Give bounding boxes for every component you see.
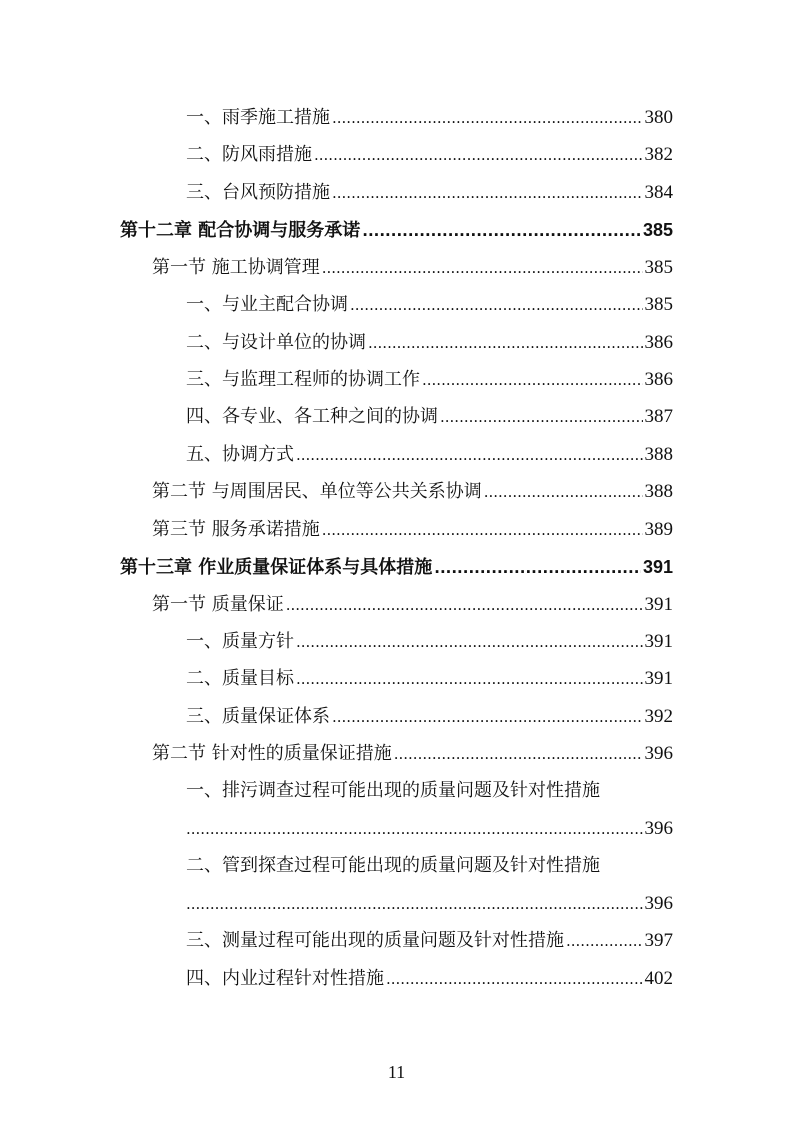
toc-entry-page: 382 — [644, 144, 673, 165]
toc-entry-label: 五、协调方式 — [186, 444, 294, 465]
dot-leader — [386, 967, 643, 991]
toc-entry[interactable] — [186, 106, 673, 130]
toc-entry[interactable] — [186, 143, 673, 167]
toc-entry-page: 386 — [644, 369, 673, 390]
toc-entry-wrapped-label[interactable]: 一、排污调查过程可能出现的质量问题及针对性措施 — [186, 780, 600, 801]
dot-leader — [296, 667, 643, 691]
toc-entry-continuation[interactable] — [186, 892, 673, 916]
toc-entry-label: 第一节 施工协调管理 — [152, 257, 320, 278]
toc-entry-page: 385 — [644, 294, 673, 315]
toc-entry-label: 第一节 质量保证 — [152, 594, 284, 615]
toc-section-entry[interactable] — [152, 742, 673, 766]
toc-entry-page: 396 — [644, 743, 673, 764]
toc-section-entry[interactable] — [152, 518, 673, 542]
dot-leader — [296, 630, 643, 654]
dot-leader — [286, 593, 643, 617]
toc-entry-label: 第十三章 作业质量保证体系与具体措施 — [120, 557, 433, 578]
toc-entry-label: 第二节 针对性的质量保证措施 — [152, 743, 392, 764]
toc-entry-label: 第十二章 配合协调与服务承诺 — [120, 220, 361, 241]
dot-leader — [440, 405, 643, 429]
dot-leader — [332, 106, 643, 130]
dot-leader — [394, 742, 643, 766]
toc-entry-label: 四、内业过程针对性措施 — [186, 968, 384, 989]
toc-entry-label: 三、测量过程可能出现的质量问题及针对性措施 — [186, 930, 564, 951]
page-number: 11 — [387, 1062, 406, 1082]
toc-entry-page: 389 — [644, 519, 673, 540]
toc-entry-label: 一、质量方针 — [186, 631, 294, 652]
dot-leader — [314, 143, 643, 167]
toc-entry[interactable] — [186, 293, 673, 317]
toc-entry-page: 402 — [644, 968, 673, 989]
dot-leader — [322, 518, 643, 542]
dot-leader — [186, 817, 643, 841]
dot-leader — [368, 331, 643, 355]
dot-leader — [332, 705, 643, 729]
toc-entry[interactable] — [186, 667, 673, 691]
dot-leader — [566, 929, 643, 953]
toc-entry-continuation[interactable] — [186, 817, 673, 841]
toc-chapter-entry[interactable] — [120, 218, 673, 243]
toc-entry-page: 386 — [644, 332, 673, 353]
dot-leader — [484, 480, 643, 504]
toc-entry-label: 三、台风预防措施 — [186, 182, 330, 203]
toc-entry-page: 385 — [644, 257, 673, 278]
toc-entry-page: 388 — [644, 481, 673, 502]
toc-entry-label: 三、质量保证体系 — [186, 706, 330, 727]
toc-section-entry[interactable] — [152, 593, 673, 617]
toc-entry-page: 392 — [644, 706, 673, 727]
toc-entry-label: 一、雨季施工措施 — [186, 107, 330, 128]
toc-entry-page: 391 — [644, 594, 673, 615]
dot-leader — [362, 219, 641, 243]
toc-section-entry[interactable] — [152, 256, 673, 280]
toc-entry-page: 380 — [644, 107, 673, 128]
dot-leader — [434, 556, 641, 580]
toc-entry-label: 一、与业主配合协调 — [186, 294, 348, 315]
toc-entry[interactable] — [186, 967, 673, 991]
toc-entry-label: 第三节 服务承诺措施 — [152, 519, 320, 540]
toc-entry-label: 第二节 与周围居民、单位等公共关系协调 — [152, 481, 482, 502]
toc-entry[interactable] — [186, 181, 673, 205]
toc-entry[interactable] — [186, 705, 673, 729]
toc-entry-page: 388 — [644, 444, 673, 465]
dot-leader — [322, 256, 643, 280]
toc-entry-page: 391 — [644, 668, 673, 689]
dot-leader — [350, 293, 643, 317]
dot-leader — [186, 892, 643, 916]
toc-entry-page: 387 — [644, 406, 673, 427]
toc-entry-page: 385 — [642, 220, 673, 240]
toc-entry[interactable] — [186, 630, 673, 654]
dot-leader — [332, 181, 643, 205]
toc-section-entry[interactable] — [152, 480, 673, 504]
toc-entry-label: 二、质量目标 — [186, 668, 294, 689]
toc-entry-label: 四、各专业、各工种之间的协调 — [186, 406, 438, 427]
toc-entry-label: 二、与设计单位的协调 — [186, 332, 366, 353]
dot-leader — [296, 443, 643, 467]
toc-entry-page: 396 — [644, 893, 673, 914]
toc-chapter-entry[interactable] — [120, 555, 673, 580]
toc-entry[interactable] — [186, 443, 673, 467]
toc-entry-page: 391 — [644, 631, 673, 652]
toc-entry[interactable] — [186, 331, 673, 355]
toc-entry-label: 二、防风雨措施 — [186, 144, 312, 165]
toc-entry[interactable] — [186, 368, 673, 392]
toc-entry-label: 三、与监理工程师的协调工作 — [186, 369, 420, 390]
toc-entry[interactable] — [186, 929, 673, 953]
toc-entry-page: 384 — [644, 182, 673, 203]
toc-entry-page: 391 — [642, 557, 673, 577]
toc-entry-page: 397 — [644, 930, 673, 951]
toc-entry-page: 396 — [644, 818, 673, 839]
toc-entry-wrapped-label[interactable]: 二、管到探查过程可能出现的质量问题及针对性措施 — [186, 855, 600, 876]
toc-entry[interactable] — [186, 405, 673, 429]
dot-leader — [422, 368, 643, 392]
